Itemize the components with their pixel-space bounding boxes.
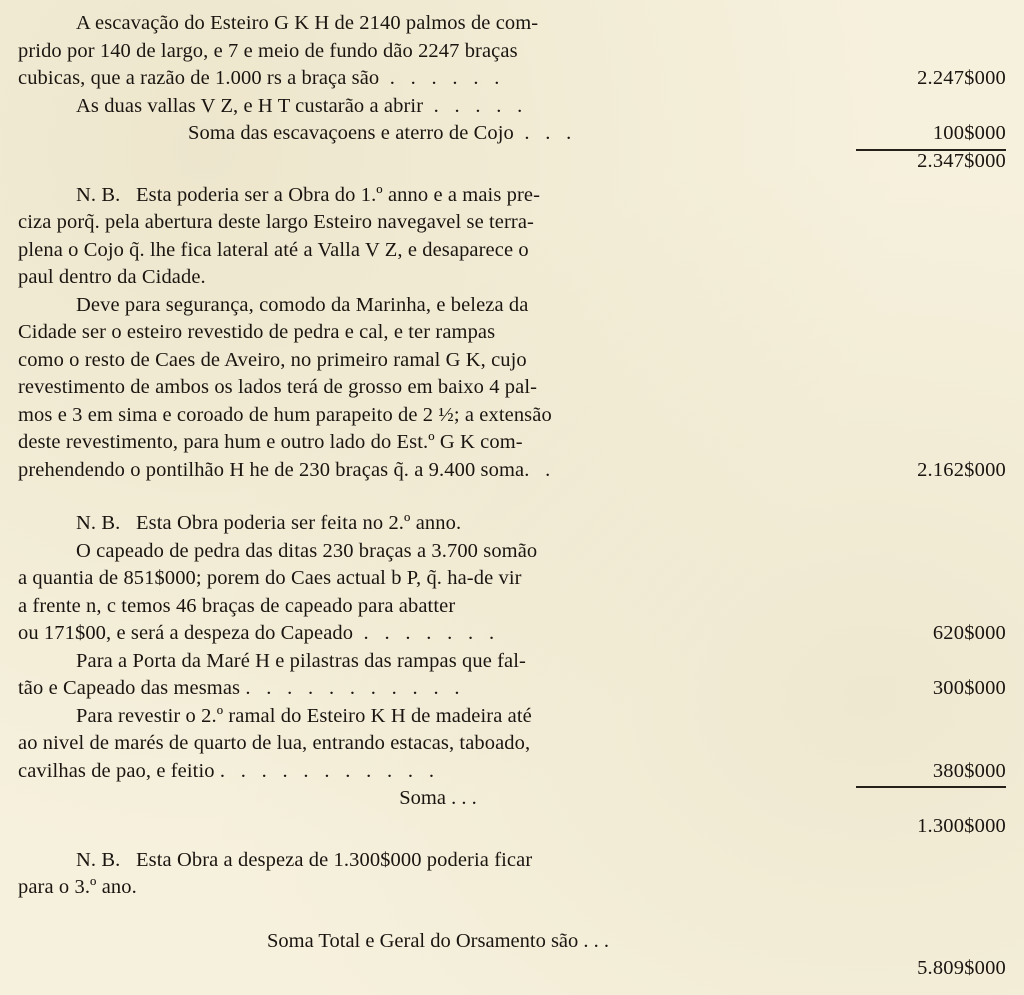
- section-soma-parcial: [18, 785, 1006, 837]
- line-text: a frente n, c temos 46 braças de capeado para abatter: [18, 594, 456, 617]
- section-porta-mare: [18, 648, 1006, 703]
- line-text: cavilhas de pao, e feitio . . . . . . . . . . .: [18, 759, 435, 782]
- text-row: [18, 785, 1006, 837]
- section-segundo-ramal: [18, 703, 1006, 786]
- text-row: [18, 292, 1006, 485]
- section-nb-2: [18, 510, 1006, 538]
- spacer: [18, 484, 1006, 510]
- line-text: N. B. Esta Obra poderia ser feita no 2.º anno.: [76, 512, 462, 534]
- text-row: [18, 703, 1006, 786]
- paragraph-porta-mare: [18, 648, 858, 703]
- amount-escavacao: 2.247$000: [917, 67, 1006, 89]
- line-text: ciza porq̃. pela abertura deste largo Esteiro navegavel se terra-: [18, 211, 534, 233]
- text-row: [18, 538, 1006, 648]
- line-text: deste revestimento, para hum e outro lado do Est.º G K com-: [18, 431, 523, 453]
- line-text: a quantia de 851$000; porem do Caes actual b P, q̃. ha-de vir: [18, 567, 522, 589]
- line-text: Cidade ser o esteiro revestido de pedra e cal, e ter rampas: [18, 321, 496, 343]
- line-text: como o resto de Caes de Aveiro, no primeiro ramal G K, cujo: [18, 348, 527, 371]
- paragraph-capeado: [18, 538, 858, 648]
- line-text: As duas vallas V Z, e H T custarão a abrir . . . . .: [76, 94, 523, 117]
- line-text: prido por 140 de largo, e 7 e meio de fundo dão 2247 braças: [18, 39, 518, 62]
- amount-segundo-ramal: 380$000: [856, 758, 1006, 789]
- section-escavacao: [18, 10, 1006, 172]
- line-text: ao nivel de marés de quarto de lua, entrando estacas, taboado,: [18, 732, 531, 754]
- line-text: revestimento de ambos os lados terá de grosso em baixo 4 pal-: [18, 376, 538, 398]
- text-row: [18, 120, 1006, 172]
- line-text: N. B. Esta poderia ser a Obra do 1.º anno e a mais pre-: [76, 183, 541, 206]
- section-soma-total: [18, 928, 1006, 979]
- line-text: paul dentro da Cidade.: [18, 266, 206, 288]
- document-content: [18, 10, 1006, 979]
- line-text: mos e 3 em sima e coroado de hum parapeito de 2 ½; a extensão: [18, 403, 552, 426]
- paragraph-segundo-ramal: [18, 703, 858, 786]
- amount-revestimento: 2.162$000: [917, 458, 1006, 481]
- section-nb-3: [18, 847, 1006, 902]
- text-row: [18, 648, 1006, 703]
- line-text: A escavação do Esteiro G K H de 2140 palmos de com-: [76, 12, 539, 34]
- amount-vallas: 100$000: [856, 120, 1006, 151]
- label-soma-parcial: Soma . . .: [399, 787, 477, 809]
- spacer: [18, 902, 1006, 928]
- line-text: N. B. Esta Obra a despeza de 1.300$000 poderia ficar: [76, 848, 533, 871]
- amount-porta-mare: 300$000: [932, 676, 1006, 699]
- line-text: cubicas, que a razão de 1.000 rs a braça são . . . . . .: [18, 67, 500, 89]
- line-text: Deve para segurança, comodo da Marinha, e beleza da: [76, 293, 529, 316]
- text-row: [18, 10, 1006, 93]
- amount-soma-parcial: 1.300$000: [917, 814, 1006, 837]
- line-text: Soma das escavaçoens e aterro de Cojo . . .: [188, 122, 572, 144]
- line-text: tão e Capeado das mesmas . . . . . . . . . . .: [18, 677, 460, 699]
- paragraph-escavacao: [18, 10, 858, 93]
- section-capeado: [18, 538, 1006, 648]
- text-row: [18, 928, 1006, 979]
- label-soma-total: Soma Total e Geral do Orsamento são . . .: [266, 929, 610, 952]
- paragraph-nb-2: [18, 510, 858, 538]
- paragraph-revestimento: [18, 292, 858, 485]
- amount-capeado: 620$000: [932, 621, 1006, 644]
- section-revestimento: [18, 292, 1006, 485]
- line-text: prehendendo o pontilhão H he de 230 braças q̃. a 9.400 soma. .: [18, 458, 551, 481]
- paragraph-soma-escavacoens: [18, 120, 858, 148]
- line-text: O capeado de pedra das ditas 230 braças a 3.700 somão: [76, 539, 538, 562]
- amount-soma-escavacoens: 2.347$000: [917, 149, 1006, 172]
- line-text: Para a Porta da Maré H e pilastras das rampas que fal-: [76, 649, 526, 672]
- line-text: plena o Cojo q̃. lhe fica lateral até a Valla V Z, e desaparece o: [18, 238, 529, 261]
- paragraph-vallas: [18, 93, 858, 121]
- line-text: Para revestir o 2.º ramal do Esteiro K H de madeira até: [76, 704, 532, 727]
- line-text: ou 171$00, e será a despeza do Capeado . . . . . . .: [18, 622, 495, 644]
- section-nb-1: [18, 182, 1006, 292]
- paragraph-nb-1: [18, 182, 858, 292]
- paragraph-nb-3: [18, 847, 858, 902]
- line-text: para o 3.º ano.: [18, 876, 137, 898]
- amount-soma-total: 5.809$000: [917, 957, 1006, 979]
